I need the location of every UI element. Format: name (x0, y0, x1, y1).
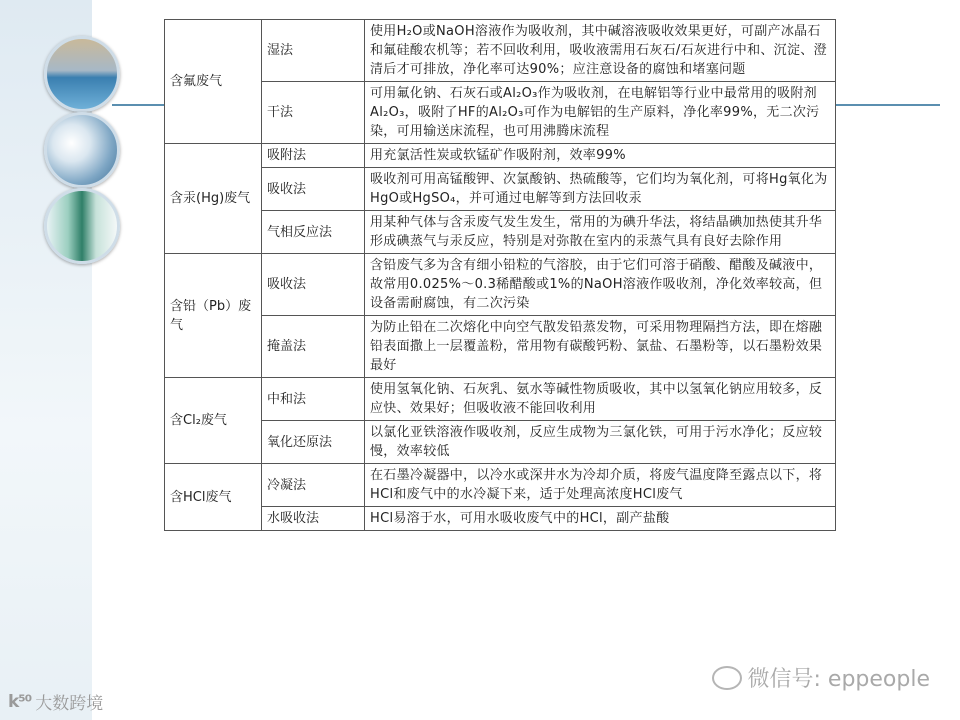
table-row (165, 82, 836, 144)
method-cell: 水吸收法 (262, 507, 365, 531)
description-cell: 用充氯活性炭或软锰矿作吸附剂，效率99% (365, 144, 836, 168)
table-row (165, 211, 836, 254)
divider-line-left (112, 104, 164, 106)
brand-logo (8, 689, 103, 714)
wechat-icon (712, 666, 742, 690)
gas-type-cell: 含Cl₂废气 (165, 378, 262, 464)
method-cell: 气相反应法 (262, 211, 365, 254)
method-cell: 干法 (262, 82, 365, 144)
description-cell: 使用H₂O或NaOH溶液作为吸收剂，其中碱溶液吸收效果更好，可副产冰晶石和氟硅酸农机等；若不回收利用，吸收液需用石灰石/石灰进行中和、沉淀、澄清后才可排放，净化率可达90%；应注意设备的腐蚀和堵塞问题 (365, 20, 836, 82)
method-cell: 湿法 (262, 20, 365, 82)
description-cell: 使用氢氧化钠、石灰乳、氨水等碱性物质吸收，其中以氢氧化钠应用较多，反应快、效果好；但吸收液不能回收利用 (365, 378, 836, 421)
brand-mark: k⁵⁰ (8, 691, 32, 712)
gas-type-cell: 含氟废气 (165, 20, 262, 144)
table-row (165, 254, 836, 316)
table-row (165, 316, 836, 378)
description-cell: 为防止铅在二次熔化中向空气散发铅蒸发物，可采用物理隔挡方法，即在熔融铅表面撒上一层覆盖粉，常用物有碳酸钙粉、氯盐、石墨粉等，以石墨粉效果最好 (365, 316, 836, 378)
cooling-tower-photo (44, 112, 120, 188)
method-cell: 吸收法 (262, 254, 365, 316)
table-row (165, 421, 836, 464)
table-row (165, 168, 836, 211)
gas-type-cell: 含铅（Pb）废气 (165, 254, 262, 378)
method-cell: 中和法 (262, 378, 365, 421)
description-cell: 可用氟化钠、石灰石或Al₂O₃作为吸收剂，在电解铝等行业中最常用的吸附剂Al₂O₃，吸附了HF的Al₂O₃可作为电解铝的生产原料，净化率99%，无二次污染，可用输送床流程，也可用沸腾床流程 (365, 82, 836, 144)
table-row (165, 507, 836, 531)
waste-gas-treatment-table (164, 19, 836, 531)
water-photo (44, 36, 120, 112)
table-row (165, 20, 836, 82)
gas-type-cell: 含汞(Hg)废气 (165, 144, 262, 254)
method-cell: 冷凝法 (262, 464, 365, 507)
table-row (165, 464, 836, 507)
description-cell: 吸收剂可用高锰酸钾、次氯酸钠、热硫酸等，它们均为氧化剂，可将Hg氧化为HgO或HgSO₄，并可通过电解等到方法回收汞 (365, 168, 836, 211)
watermark-text: 微信号: eppeople (747, 667, 930, 692)
bottles-photo (44, 188, 120, 264)
brand-name: 大数跨境 (35, 694, 104, 714)
table-row (165, 378, 836, 421)
description-cell: 用某种气体与含汞废气发生发生，常用的为碘升华法，将结晶碘加热使其升华形成碘蒸气与汞反应，特别是对弥散在室内的汞蒸气具有良好去除作用 (365, 211, 836, 254)
description-cell: 在石墨冷凝器中，以冷水或深井水为冷却介质，将废气温度降至露点以下，将HCl和废气中的水冷凝下来，适于处理高浓度HCl废气 (365, 464, 836, 507)
table-row (165, 144, 836, 168)
description-cell: 含铅废气多为含有细小铅粒的气溶胶，由于它们可溶于硝酸、醋酸及碱液中，故常用0.025%～0.3稀醋酸或1%的NaOH溶液作吸收剂，净化效率较高，但设备需耐腐蚀，有二次污染 (365, 254, 836, 316)
description-cell: HCl易溶于水，可用水吸收废气中的HCl，副产盐酸 (365, 507, 836, 531)
description-cell: 以氯化亚铁溶液作吸收剂，反应生成物为三氯化铁，可用于污水净化；反应较慢，效率较低 (365, 421, 836, 464)
method-cell: 掩盖法 (262, 316, 365, 378)
divider-line-right (836, 104, 940, 106)
method-cell: 吸附法 (262, 144, 365, 168)
method-cell: 吸收法 (262, 168, 365, 211)
wechat-watermark (712, 662, 930, 693)
method-cell: 氧化还原法 (262, 421, 365, 464)
gas-type-cell: 含HCl废气 (165, 464, 262, 531)
